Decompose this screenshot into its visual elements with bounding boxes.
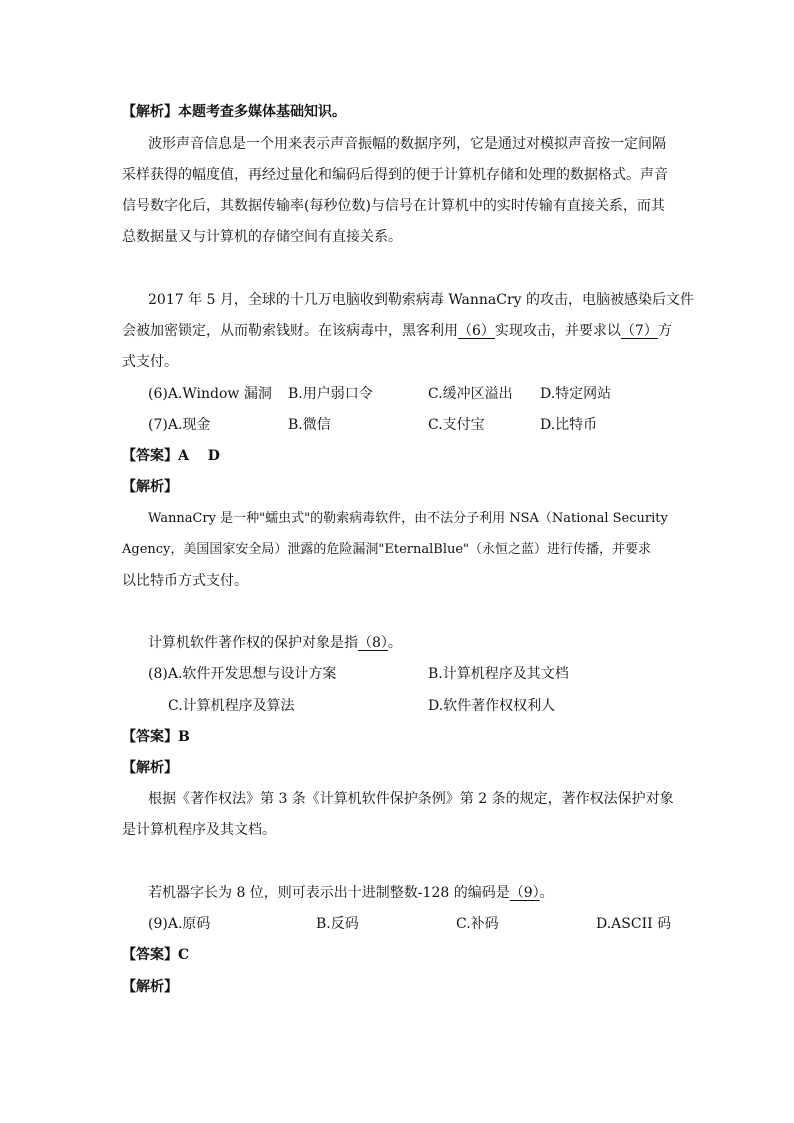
answer-label: 【答案】C [122, 947, 190, 963]
option-6c: C.缓冲区溢出 [428, 386, 513, 402]
stem-text: 若机器字长为 8 位，则可表示出十进制整数-128 的编码是 [148, 885, 510, 901]
analysis-text-line: 是计算机程序及其文档。 [122, 822, 276, 838]
answer-blank-6: （6） [458, 323, 495, 339]
answer-label: 【答案】B [122, 729, 190, 745]
option-8a: (8)A.软件开发思想与设计方案 [148, 666, 337, 682]
analysis-text-line: 根据《著作权法》第 3 条《计算机软件保护条例》第 2 条的规定，著作权法保护对象 [148, 791, 674, 807]
option-7b: B.微信 [288, 417, 331, 433]
option-9b: B.反码 [316, 916, 359, 932]
analysis-text-line: Agency，美国国家安全局）泄露的危险漏洞"EternalBlue"（永恒之蓝）进行传播，并要求 [122, 542, 652, 557]
answer-label: 【答案】A D [122, 448, 220, 464]
stem-text: 。 [539, 885, 554, 901]
option-8b: B.计算机程序及其文档 [428, 666, 569, 682]
option-9a: (9)A.原码 [148, 916, 211, 932]
option-6d: D.特定网站 [540, 386, 612, 402]
answer-blank-8: （8） [358, 635, 388, 651]
analysis-text-line: WannaCry 是一种"蠕虫式"的勒索病毒软件，由不法分子利用 NSA（National Security [148, 511, 668, 526]
analysis-heading: 【解析】 [122, 979, 178, 995]
option-7d: D.比特币 [540, 417, 598, 433]
option-7c: C.支付宝 [428, 417, 485, 433]
stem-text: 。 [387, 635, 402, 651]
question-stem-line: 式支付。 [122, 354, 178, 370]
answer-blank-9: （9） [509, 885, 540, 901]
analysis-text-line: 以比特币方式支付。 [122, 573, 248, 589]
analysis-heading: 【解析】本题考查多媒体基础知识。 [122, 104, 346, 120]
stem-text: 方 [657, 323, 672, 339]
question-stem-line [148, 634, 402, 652]
option-9c: C.补码 [456, 916, 499, 932]
stem-text: 会被加密锁定，从而勒索钱财。在该病毒中，黑客利用 [122, 323, 458, 339]
option-6a: (6)A.Window 漏洞 [148, 386, 272, 402]
option-8c: C.计算机程序及算法 [168, 698, 295, 714]
question-stem-line [148, 884, 554, 902]
analysis-text-line: 采样获得的幅度值，再经过量化和编码后得到的便于计算机存储和处理的数据格式。声音 [122, 167, 668, 183]
stem-text: 实现攻击，并要求以 [494, 323, 621, 339]
option-8d: D.软件著作权权利人 [428, 698, 556, 714]
analysis-text-line: 信号数字化后，其数据传输率(每秒位数)与信号在计算机中的实时传输有直接关系，而其 [122, 198, 665, 214]
analysis-heading: 【解析】 [122, 479, 178, 495]
option-6b: B.用户弱口令 [288, 386, 373, 402]
analysis-heading: 【解析】 [122, 760, 178, 776]
analysis-text-line: 总数据量又与计算机的存储空间有直接关系。 [122, 229, 402, 245]
question-stem-line: 2017 年 5 月，全球的十几万电脑收到勒索病毒 WannaCry 的攻击，电脑被感染后文件 [148, 292, 694, 308]
option-7a: (7)A.现金 [148, 417, 211, 433]
option-9d: D.ASCII 码 [596, 916, 672, 932]
stem-text: 计算机软件著作权的保护对象是指 [148, 635, 358, 651]
answer-blank-7: （7） [620, 323, 658, 339]
analysis-text-line: 波形声音信息是一个用来表示声音振幅的数据序列，它是通过对模拟声音按一定间隔 [148, 136, 666, 152]
question-stem-line [122, 322, 672, 340]
